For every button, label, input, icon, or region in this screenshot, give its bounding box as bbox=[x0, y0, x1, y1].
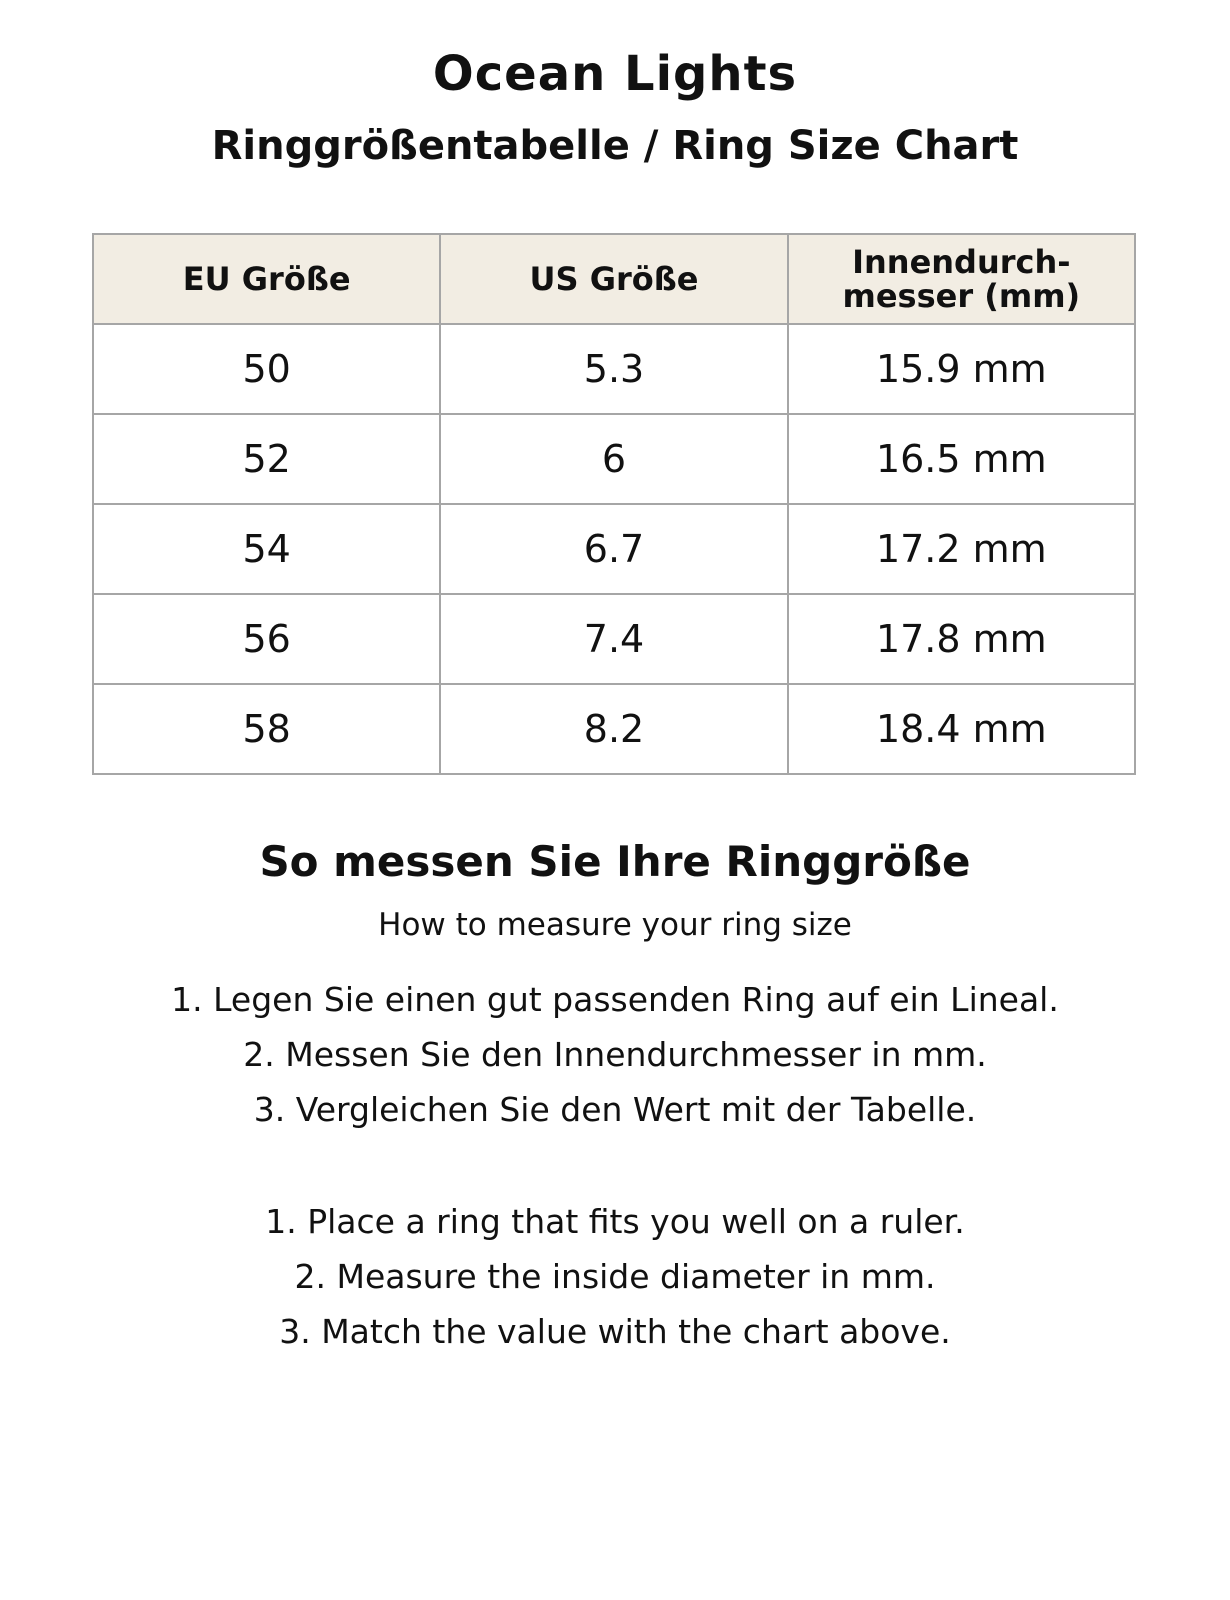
us-size-cell: 6.7 bbox=[440, 504, 787, 594]
eu-size-cell: 50 bbox=[93, 324, 440, 414]
us-size-cell: 8.2 bbox=[440, 684, 787, 774]
eu-size-cell: 54 bbox=[93, 504, 440, 594]
table-row bbox=[93, 324, 1135, 414]
instructions-heading: So messen Sie Ihre Ringgröße bbox=[259, 837, 971, 886]
instruction-step: 2. Measure the inside diameter in mm. bbox=[294, 1257, 936, 1296]
eu-size-cell: 52 bbox=[93, 414, 440, 504]
us-size-cell: 5.3 bbox=[440, 324, 787, 414]
column-header-inner-diameter: Innendurch- messer (mm) bbox=[788, 234, 1135, 324]
ring-size-table bbox=[92, 233, 1136, 775]
column-header-us-size: US Größe bbox=[440, 234, 787, 324]
inner-diameter-cell: 17.2 mm bbox=[788, 504, 1135, 594]
instruction-step: 1. Legen Sie einen gut passenden Ring auf ein Lineal. bbox=[171, 980, 1059, 1019]
table-row bbox=[93, 504, 1135, 594]
instructions-subheading: How to measure your ring size bbox=[378, 907, 852, 943]
eu-size-cell: 56 bbox=[93, 594, 440, 684]
inner-diameter-cell: 16.5 mm bbox=[788, 414, 1135, 504]
us-size-cell: 7.4 bbox=[440, 594, 787, 684]
instruction-step: 2. Messen Sie den Innendurchmesser in mm. bbox=[243, 1035, 987, 1074]
instruction-step: 3. Match the value with the chart above. bbox=[279, 1312, 951, 1351]
chart-subtitle: Ringgrößentabelle / Ring Size Chart bbox=[211, 123, 1019, 169]
table-row bbox=[93, 594, 1135, 684]
inner-diameter-cell: 15.9 mm bbox=[788, 324, 1135, 414]
table-row bbox=[93, 684, 1135, 774]
inner-diameter-cell: 18.4 mm bbox=[788, 684, 1135, 774]
column-header-eu-size: EU Größe bbox=[93, 234, 440, 324]
eu-size-cell: 58 bbox=[93, 684, 440, 774]
inner-diameter-cell: 17.8 mm bbox=[788, 594, 1135, 684]
instructions-steps-german bbox=[0, 972, 1230, 1137]
instructions-steps-english bbox=[0, 1194, 1230, 1359]
instruction-step: 3. Vergleichen Sie den Wert mit der Tabelle. bbox=[253, 1090, 977, 1129]
instruction-step: 1. Place a ring that fits you well on a ruler. bbox=[265, 1202, 965, 1241]
table-row bbox=[93, 414, 1135, 504]
brand-title: Ocean Lights bbox=[432, 46, 798, 102]
table-header-row bbox=[93, 234, 1135, 324]
us-size-cell: 6 bbox=[440, 414, 787, 504]
